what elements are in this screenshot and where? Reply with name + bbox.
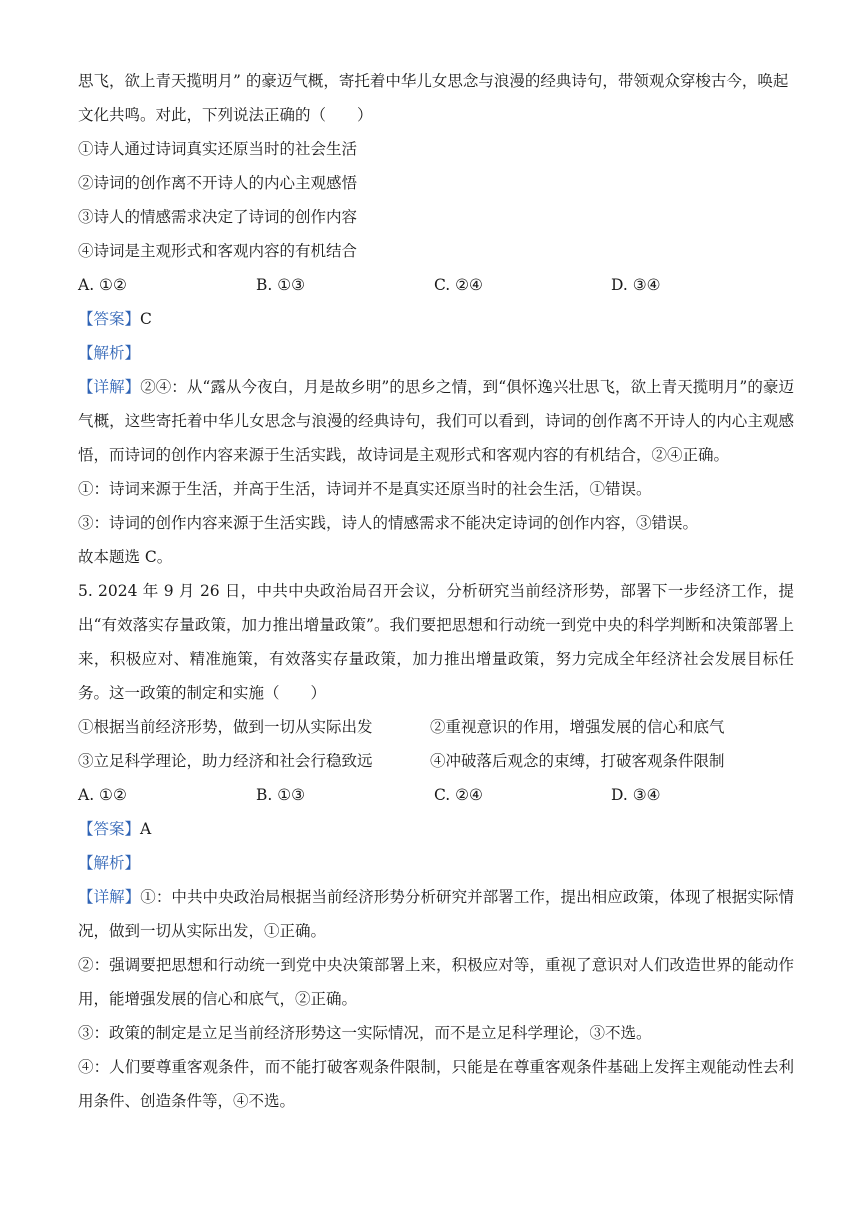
q5-detail-tag: 【详解】 [78,888,141,906]
q5-analysis-tag: 【解析】 [78,854,141,872]
q5-option-d: D. ③④ [611,786,661,804]
q4-detail-paragraph-1 [78,370,794,472]
q4-option-c: C. ②④ [434,276,483,294]
q5-statement-4: ④冲破落后观念的束缚，打破客观条件限制 [430,752,725,770]
q5-statement-2: ②重视意识的作用，增强发展的信心和底气 [430,718,725,736]
q4-detail-text-1: ②④：从“露从今夜白，月是故乡明”的思乡之情，到“俱怀逸兴壮思飞，欲上青天揽明月”的豪迈气概，这些寄托着中华儿女思念与浪漫的经典诗句，我们可以看到，诗词的创作离不开诗人的内心主观感悟，而诗词的创作内容来源于生活实践，故诗词是主观形式和客观内容的有机结合，②④正确。 [78,378,794,464]
q5-detail-paragraph-2: ②：强调要把思想和行动统一到党中央决策部署上来，积极应对等，重视了意识对人们改造世界的能动作用，能增强发展的信心和底气，②正确。 [78,956,794,1008]
document-page [78,64,794,1118]
q5-answer-value: A [140,820,152,838]
q5-options [78,778,794,812]
q5-detail-paragraph-4: ④：人们要尊重客观条件，而不能打破客观条件限制，只能是在尊重客观条件基础上发挥主观能动性去利用条件、创造条件等，④不选。 [78,1058,794,1110]
q4-options [78,268,794,302]
q5-statements-row-2 [78,744,794,778]
q5-detail-text-1: ①：中共中央政治局根据当前经济形势分析研究并部署工作，提出相应政策，体现了根据实际情况，做到一切从实际出发，①正确。 [78,888,794,940]
q4-analysis-tag: 【解析】 [78,344,141,362]
q4-analysis [78,336,794,370]
q4-stem-line-2: 文化共鸣。对此，下列说法正确的（ ） [78,106,373,124]
q5-statement-1: ①根据当前经济形势，做到一切从实际出发 [78,718,373,736]
q5-option-c: C. ②④ [434,786,483,804]
q5-stem: 5. 2024 年 9 月 26 日，中共中央政治局召开会议，分析研究当前经济形势，部署下一步经济工作，提出“有效落实存量政策，加力推出增量政策”。我们要把思想和行动统一到党中央的科学判断和决策部署上来，积极应对、精准施策，有效落实存量政策，加力推出增量政策，努力完成全年经济社会发展目标任务。这一政策的制定和实施（ ） [78,582,794,702]
q4-conclusion: 故本题选 C。 [78,548,173,566]
q5-statements-row-1 [78,710,794,744]
q4-statement-1: ①诗人通过诗词真实还原当时的社会生活 [78,140,358,158]
q5-answer-tag: 【答案】 [78,820,141,838]
q4-detail-paragraph-2: ①：诗词来源于生活，并高于生活，诗词并不是真实还原当时的社会生活，①错误。 [78,480,652,498]
q4-answer-value: C [140,310,152,328]
q4-answer-tag: 【答案】 [78,310,141,328]
q4-option-b: B. ①③ [256,276,306,294]
q4-stem-line-1: 思飞，欲上青天揽明月” 的豪迈气概，寄托着中华儿女思念与浪漫的经典诗句，带领观众穿梭古今，唤起 [78,72,789,90]
q5-analysis [78,846,794,880]
q4-answer [78,302,794,336]
q4-statement-3: ③诗人的情感需求决定了诗词的创作内容 [78,208,358,226]
q4-detail-paragraph-3: ③：诗词的创作内容来源于生活实践，诗人的情感需求不能决定诗词的创作内容，③错误。 [78,514,699,532]
q5-detail-paragraph-1 [78,880,794,948]
q4-option-a: A. ①② [78,276,127,294]
q5-answer [78,812,794,846]
q4-detail-tag: 【详解】 [78,378,141,396]
q4-statement-2: ②诗词的创作离不开诗人的内心主观感悟 [78,174,358,192]
q5-option-a: A. ①② [78,786,127,804]
q5-detail-paragraph-3: ③：政策的制定是立足当前经济形势这一实际情况，而不是立足科学理论，③不选。 [78,1024,652,1042]
q5-option-b: B. ①③ [256,786,306,804]
q4-option-d: D. ③④ [611,276,661,294]
q4-statement-4: ④诗词是主观形式和客观内容的有机结合 [78,242,358,260]
q5-statement-3: ③立足科学理论，助力经济和社会行稳致远 [78,752,373,770]
